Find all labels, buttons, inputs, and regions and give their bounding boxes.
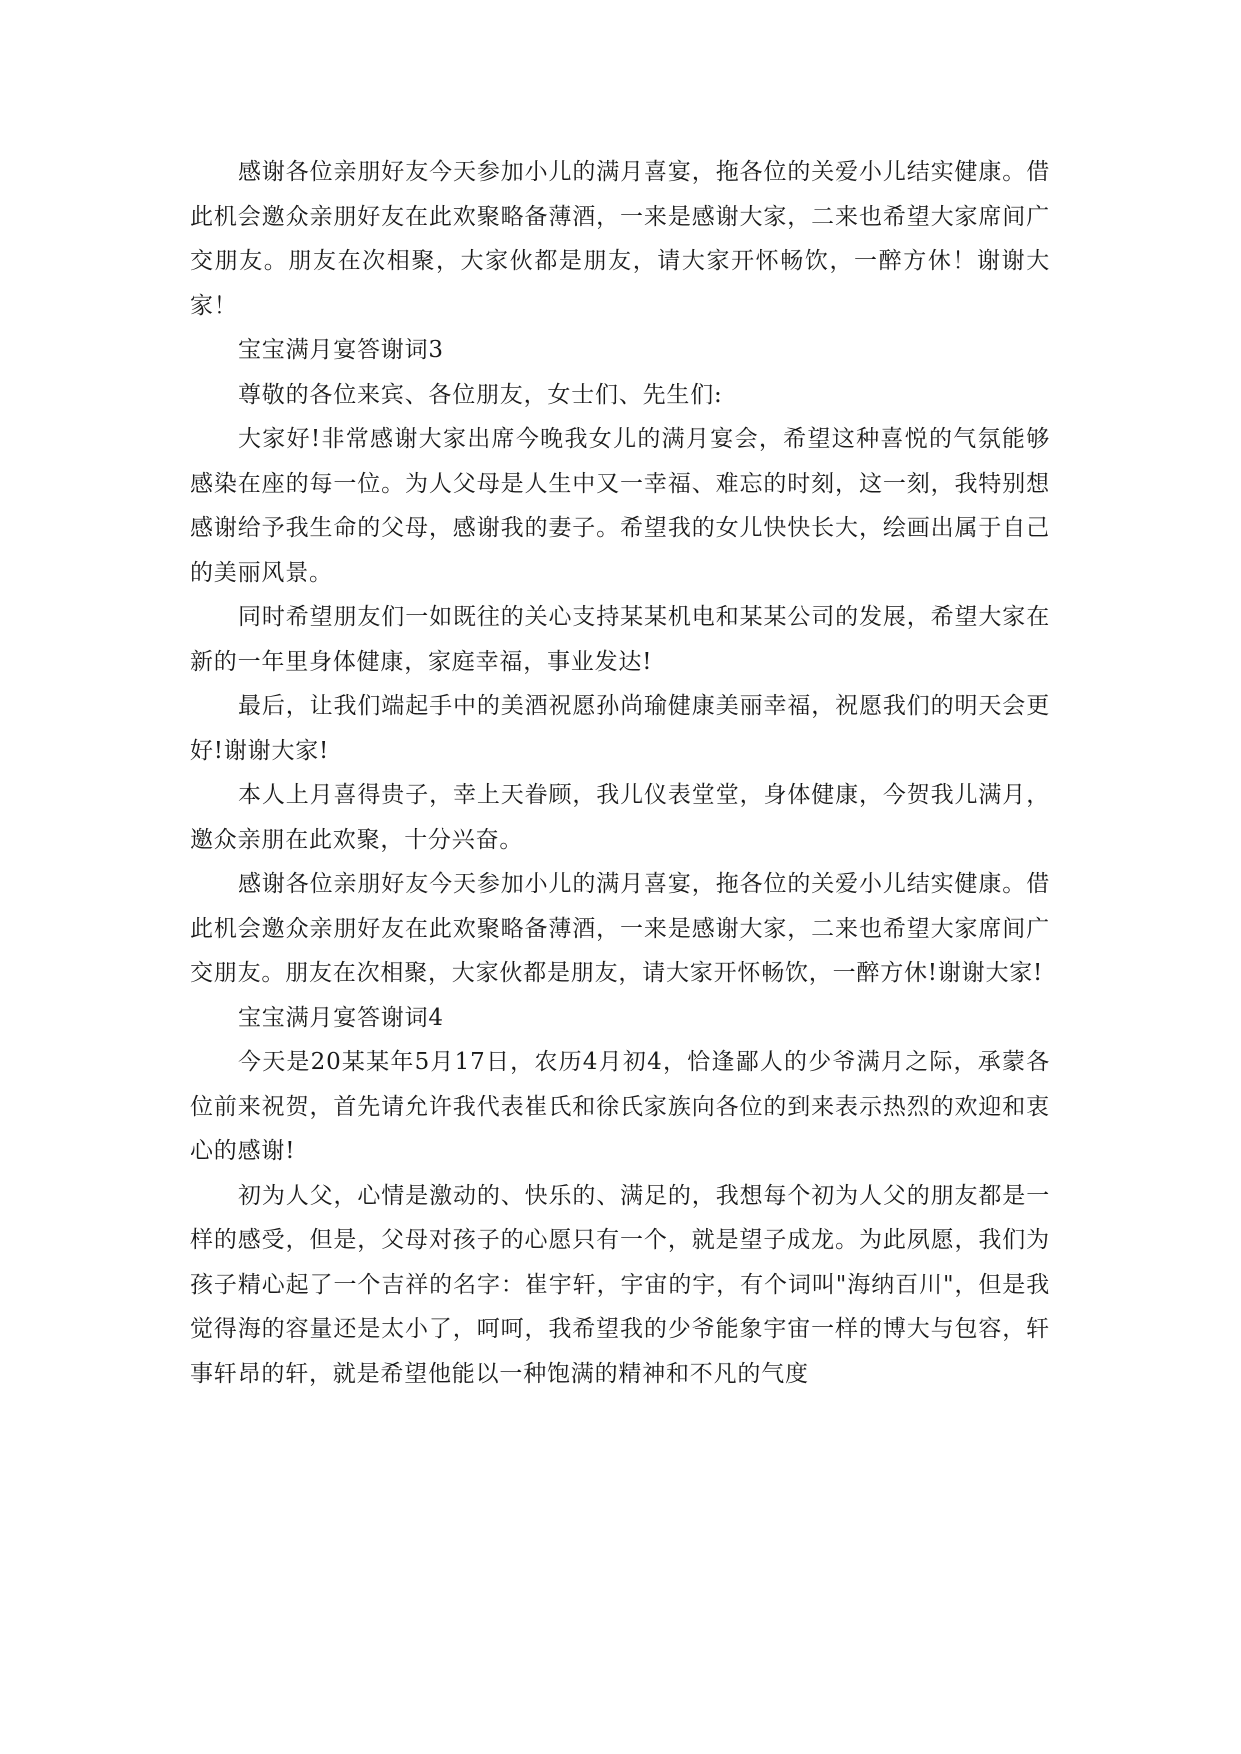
paragraph-date: 今天是20某某年5月17日，农历4月初4，恰逢鄙人的少爷满月之际，承蒙各位前来祝贺，首先请允许我代表崔氏和徐氏家族向各位的到来表示热烈的欢迎和衷心的感谢! — [190, 1049, 1050, 1164]
paragraph-greeting: 大家好!非常感谢大家出席今晚我女儿的满月宴会，希望这种喜悦的气氛能够感染在座的每一位。为人父母是人生中又一幸福、难忘的时刻，这一刻，我特别想感谢给予我生命的父母，感谢我的妻子。希望我的女儿快快长大，绘画出属于自己的美丽风景。 — [190, 426, 1050, 586]
section-heading-4: 宝宝满月宴答谢词4 — [238, 1004, 444, 1031]
paragraph-toast: 最后，让我们端起手中的美酒祝愿孙尚瑜健康美丽幸福，祝愿我们的明天会更好!谢谢大家! — [190, 693, 1050, 764]
paragraph-thanks-2: 感谢各位亲朋好友今天参加小儿的满月喜宴，拖各位的关爱小儿结实健康。借此机会邀众亲朋好友在此欢聚略备薄酒，一来是感谢大家，二来也希望大家席间广交朋友。朋友在次相聚，大家伙都是朋友，请大家开怀畅饮，一醉方休!谢谢大家! — [190, 871, 1050, 986]
document-body — [190, 150, 1050, 1396]
paragraph-son: 本人上月喜得贵子，幸上天眷顾，我儿仪表堂堂，身体健康，今贺我儿满月，邀众亲朋在此欢聚，十分兴奋。 — [190, 782, 1050, 853]
section-heading-3: 宝宝满月宴答谢词3 — [238, 337, 444, 363]
paragraph-thanks-1: 感谢各位亲朋好友今天参加小儿的满月喜宴，拖各位的关爱小儿结实健康。借此机会邀众亲朋好友在此欢聚略备薄酒，一来是感谢大家，二来也希望大家席间广交朋友。朋友在次相聚，大家伙都是朋友，请大家开怀畅饮，一醉方休！谢谢大家！ — [190, 159, 1050, 319]
paragraph-support: 同时希望朋友们一如既往的关心支持某某机电和某某公司的发展，希望大家在新的一年里身体健康，家庭幸福，事业发达! — [190, 604, 1050, 675]
salutation: 尊敬的各位来宾、各位朋友，女士们、先生们: — [238, 381, 723, 408]
paragraph-name: 初为人父，心情是激动的、快乐的、满足的，我想每个初为人父的朋友都是一样的感受，但是，父母对孩子的心愿只有一个，就是望子成龙。为此夙愿，我们为孩子精心起了一个吉祥的名字：崔宇轩，宇宙的宇，有个词叫"海纳百川"，但是我觉得海的容量还是太小了，呵呵，我希望我的少爷能象宇宙一样的博大与包容，轩事轩昂的轩，就是希望他能以一种饱满的精神和不凡的气度 — [190, 1182, 1050, 1387]
